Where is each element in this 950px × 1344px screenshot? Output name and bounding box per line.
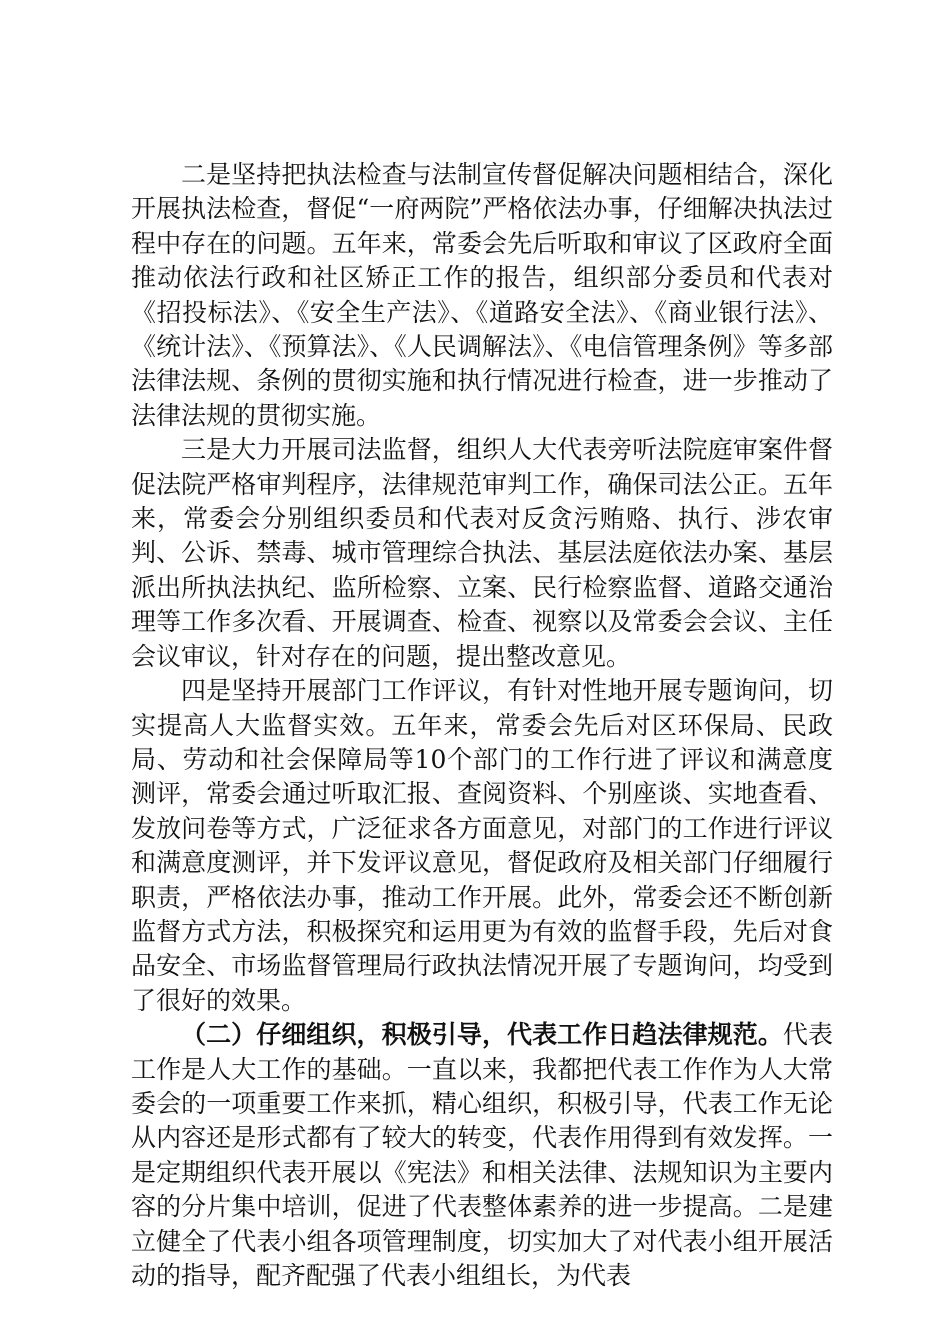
document-body [131,158,833,1293]
paragraph-department-evaluation: 四是坚持开展部门工作评议，有针对性地开展专题询问，切实提高人大监督实效。五年来，常委会先后对区环保局、民政局、劳动和社会保障局等10个部门的工作行进了评议和满意度测评，常委会通过听取汇报、查阅资料、个别座谈、实地查看、发放问卷等方式，广泛征求各方面意见，对部门的工作进行评议和满意度测评，并下发评议意见，督促政府及相关部门仔细履行职责，严格依法办事，推动工作开展。此外，常委会还不断创新监督方式方法，积极探究和运用更为有效的监督手段，先后对食品安全、市场监督管理局行政执法情况开展了专题询问，均受到了很好的效果。 [131,676,833,1015]
paragraph-deputy-work [131,1018,833,1293]
paragraph-law-enforcement-inspection: 二是坚持把执法检查与法制宣传督促解决问题相结合，深化开展执法检查，督促“一府两院”严格依法办事，仔细解决执法过程中存在的问题。五年来，常委会先后听取和审议了区政府全面推动依法行政和社区矫正工作的报告，组织部分委员和代表对《招投标法》、《安全生产法》、《道路安全法》、《商业银行法》、《统计法》、《预算法》、《人民调解法》、《电信管理条例》等多部法律法规、条例的贯彻实施和执行情况进行检查，进一步推动了法律法规的贯彻实施。 [131,160,833,430]
section-text: 代表工作是人大工作的基础。一直以来，我都把代表工作作为人大常委会的一项重要工作来抓，精心组织，积极引导，代表工作无论从内容还是形式都有了较大的转变，代表作用得到有效发挥。一是定期组织代表开展以《宪法》和相关法律、法规知识为主要内容的分片集中培训，促进了代表整体素养的进一步提高。二是建立健全了代表小组各项管理制度，切实加大了对代表小组开展活动的指导，配齐配强了代表小组组长，为代表 [131,1020,833,1290]
section-heading: （二）仔细组织，积极引导，代表工作日趋法律规范。 [181,1020,783,1050]
paragraph-judicial-supervision: 三是大力开展司法监督，组织人大代表旁听法院庭审案件督促法院严格审判程序，法律规范审判工作，确保司法公正。五年来，常委会分别组织委员和代表对反贪污贿赂、执行、涉农审判、公诉、禁毒、城市管理综合执法、基层法庭依法办案、基层派出所执法执纪、监所检察、立案、民行检察监督、道路交通治理等工作多次看、开展调查、检查、视察以及常委会会议、主任会议审议，针对存在的问题，提出整改意见。 [131,435,833,671]
